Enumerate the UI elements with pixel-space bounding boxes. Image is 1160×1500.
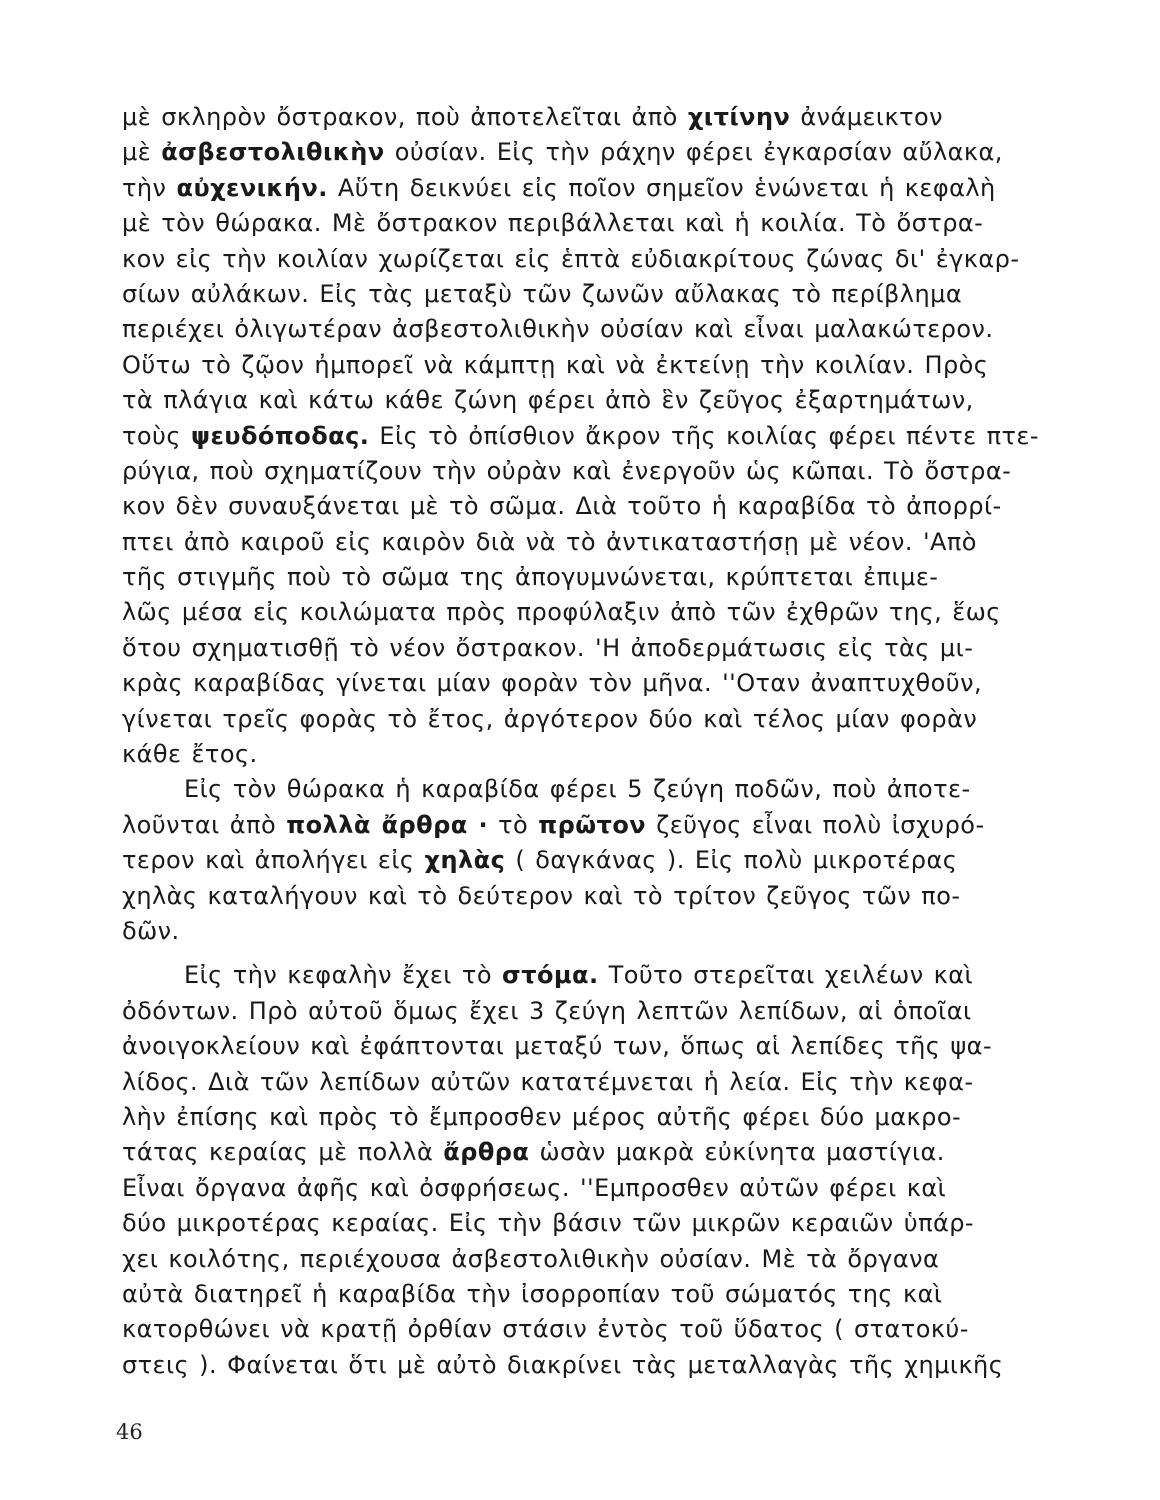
text-line <box>122 525 1070 560</box>
bold-term: αὐχενικήν. <box>176 173 328 202</box>
text-run: σίων αὐλάκων. Εἰς τὰς μεταξὺ τῶν ζωνῶν αὔλακας τὸ περίβλημα <box>122 279 963 308</box>
text-line <box>122 737 1070 772</box>
text-line <box>122 560 1070 595</box>
text-line <box>122 383 1070 418</box>
text-run: τοὺς <box>122 421 191 450</box>
text-run: τὴν <box>122 173 177 202</box>
text-run: χηλὰς καταλήγουν καὶ τὸ δεύτερον καὶ τὸ τρίτον ζεῦγος τῶν πο- <box>122 881 961 910</box>
text-line <box>122 1029 1070 1064</box>
text-line <box>122 843 1070 878</box>
text-run: Εἰς τὸν θώρακα ἡ καραβίδα φέρει 5 ζεύγη ποδῶν, ποὺ ἀποτε- <box>184 775 971 804</box>
text-run: λὴν ἐπίσης καὶ πρὸς τὸ ἔμπροσθεν μέρος αὐτῆς φέρει δύο μακρο- <box>122 1102 962 1131</box>
text-line <box>122 419 1070 454</box>
text-run: Εἰς τὴν κεφαλὴν ἔχει τὸ <box>184 961 503 990</box>
text-line <box>122 1100 1070 1135</box>
text-line <box>122 1206 1070 1241</box>
text-line <box>122 1277 1070 1312</box>
text-run: γίνεται τρεῖς φορὰς τὸ ἔτος, ἀργότερον δύο καὶ τέλος μίαν φορὰν <box>122 704 978 733</box>
text-run: ὡσὰν μακρὰ εὐκίνητα μαστίγια. <box>529 1138 945 1167</box>
text-run: στεις ). Φαίνεται ὅτι μὲ αὐτὸ διακρίνει τὰς μεταλλαγὰς τῆς χημικῆς <box>122 1350 1004 1379</box>
text-run: τὸ <box>488 810 539 839</box>
text-run: κρὰς καραβίδας γίνεται μίαν φορὰν τὸν μῆνα. ''Οταν ἀναπτυχθοῦν, <box>122 669 983 698</box>
text-line <box>122 312 1070 347</box>
text-line <box>122 135 1070 170</box>
text-run: Τοῦτο στερεῖται χειλέων καὶ <box>598 961 974 990</box>
text-run: Εἶναι ὄργανα ἀφῆς καὶ ὀσφρήσεως. ''Εμπροσθεν αὐτῶν φέρει καὶ <box>122 1173 947 1202</box>
text-line <box>122 994 1070 1029</box>
text-line <box>122 1312 1070 1347</box>
text-run: ρύγια, ποὺ σχηματίζουν τὴν οὐρὰν καὶ ἐνεργοῦν ὡς κῶπαι. Τὸ ὄστρα- <box>122 456 1012 485</box>
text-run: λίδος. Διὰ τῶν λεπίδων αὐτῶν κατατέμνεται ἡ λεία. Εἰς τὴν κεφα- <box>122 1067 974 1096</box>
text-run: μὲ τὸν θώρακα. Μὲ ὄστρακον περιβάλλεται καὶ ἡ κοιλία. Τὸ ὄστρα- <box>122 209 984 238</box>
text-run: Εἰς τὸ ὀπίσθιον ἄκρον τῆς κοιλίας φέρει πέντε πτε- <box>369 421 1039 450</box>
text-line <box>122 631 1070 666</box>
text-run: ἀνάμεικτον <box>790 103 943 131</box>
text-line <box>122 277 1070 312</box>
text-run: κον εἰς τὴν κοιλίαν χωρίζεται εἰς ἑπτὰ εὐδιακρίτους ζώνας δι' ἐγκαρ- <box>122 244 1020 273</box>
text-line <box>122 914 1070 949</box>
text-run: Αὕτη δεικνύει εἰς ποῖον σημεῖον ἑνώνεται ἡ κεφαλὴ <box>327 173 996 202</box>
text-run: ( δαγκάνας ). Εἰς πολὺ μικροτέρας <box>505 846 958 875</box>
text-line <box>122 1242 1070 1277</box>
text-line <box>122 489 1070 524</box>
text-run: κάθε ἔτος. <box>122 740 258 769</box>
text-line <box>122 242 1070 277</box>
text-run: μὲ σκληρὸν ὄστρακον, ποὺ ἀποτελεῖται ἀπὸ <box>122 103 688 131</box>
text-line <box>122 206 1070 241</box>
text-line <box>122 808 1070 843</box>
text-line <box>122 1135 1070 1170</box>
text-run: δῶν. <box>122 916 180 945</box>
text-run: Οὕτω τὸ ζῷον ἠμπορεῖ νὰ κάμπτῃ καὶ νὰ ἐκτείνῃ τὴν κοιλίαν. Πρὸς <box>122 350 989 379</box>
page-number: 46 <box>116 1420 143 1444</box>
text-run: τῆς στιγμῆς ποὺ τὸ σῶμα της ἀπογυμνώνεται, κρύπτεται ἐπιμε- <box>122 563 939 592</box>
text-run: χει κοιλότης, περιέχουσα ἀσβεστολιθικὴν οὐσίαν. Μὲ τὰ ὄργανα <box>122 1244 940 1273</box>
bold-term: πολλὰ ἄρθρα · <box>286 810 489 839</box>
bold-term: ἄρθρα <box>443 1138 530 1167</box>
text-run: μὲ <box>122 138 162 167</box>
bold-term: ψευδόποδας. <box>190 421 370 450</box>
body-text <box>122 100 1070 1383</box>
text-run: δύο μικροτέρας κεραίας. Εἰς τὴν βάσιν τῶν μικρῶν κεραιῶν ὑπάρ- <box>122 1209 975 1238</box>
text-line <box>122 1065 1070 1100</box>
text-run: τάτας κεραίας μὲ πολλὰ <box>122 1138 444 1167</box>
text-run: περιέχει ὀλιγωτέραν ἀσβεστολιθικὴν οὐσίαν καὶ εἶναι μαλακώτερον. <box>122 315 994 344</box>
text-run: κατορθώνει νὰ κρατῇ ὀρθίαν στάσιν ἐντὸς τοῦ ὕδατος ( στατοκύ- <box>122 1315 969 1344</box>
text-run: πτει ἀπὸ καιροῦ εἰς καιρὸν διὰ νὰ τὸ ἀντικαταστήσῃ μὲ νέον. 'Απὸ <box>122 527 977 556</box>
text-run: τερον καὶ ἀπολήγει εἰς <box>122 846 425 875</box>
text-run: ἀνοιγοκλείουν καὶ ἐφάπτονται μεταξύ των, ὅπως αἱ λεπίδες τῆς ψα- <box>122 1032 993 1061</box>
text-line <box>122 454 1070 489</box>
text-line <box>122 100 1070 135</box>
bold-term: ἀσβεστολιθικὴν <box>161 138 385 167</box>
text-line <box>122 595 1070 630</box>
text-run: αὐτὰ διατηρεῖ ἡ καραβίδα τὴν ἰσορροπίαν τοῦ σώματός της καὶ <box>122 1279 943 1308</box>
text-run: ὀδόντων. Πρὸ αὐτοῦ ὅμως ἔχει 3 ζεύγη λεπτῶν λεπίδων, αἱ ὁποῖαι <box>122 996 972 1025</box>
text-run: ζεῦγος εἶναι πολὺ ἰσχυρό- <box>646 810 985 839</box>
text-line <box>122 958 1070 993</box>
text-line <box>122 1348 1070 1383</box>
text-run: ὅτου σχηματισθῇ τὸ νέον ὄστρακον. 'Η ἀποδερμάτωσις εἰς τὰς μι- <box>122 633 974 662</box>
text-line <box>122 702 1070 737</box>
text-line <box>122 772 1070 807</box>
text-line <box>122 879 1070 914</box>
text-line <box>122 1171 1070 1206</box>
text-run: κον δὲν συναυξάνεται μὲ τὸ σῶμα. Διὰ τοῦτο ἡ καραβίδα τὸ ἀπορρί- <box>122 492 1002 521</box>
text-line <box>122 666 1070 701</box>
bold-term: χιτίνην <box>687 103 791 131</box>
text-run: οὐσίαν. Εἰς τὴν ράχην φέρει ἐγκαρσίαν αὔλακα, <box>384 138 1003 167</box>
bold-term: στόμα. <box>502 961 599 990</box>
text-run: λῶς μέσα εἰς κοιλώματα πρὸς προφύλαξιν ἀπὸ τῶν ἐχθρῶν της, ἕως <box>122 598 1001 627</box>
bold-term: χηλὰς <box>424 846 506 875</box>
text-run: τὰ πλάγια καὶ κάτω κάθε ζώνη φέρει ἀπὸ ἓν ζεῦγος ἐξαρτημάτων, <box>122 386 974 415</box>
text-run: λοῦνται ἀπὸ <box>122 810 287 839</box>
text-line <box>122 171 1070 206</box>
bold-term: πρῶτον <box>538 810 647 839</box>
text-line <box>122 348 1070 383</box>
